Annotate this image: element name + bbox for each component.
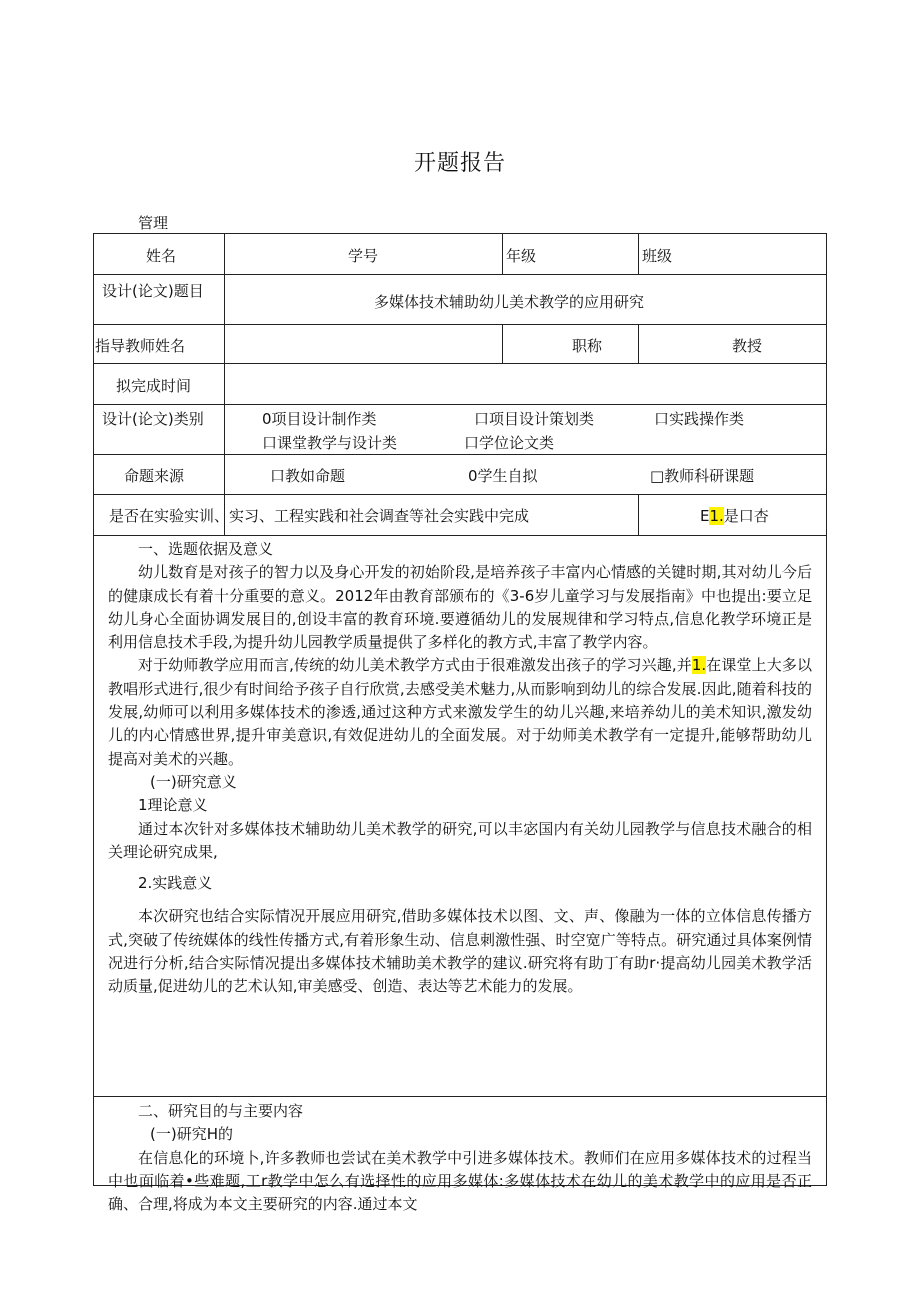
category-option[interactable]: 口项目设计策划类 [474, 410, 595, 428]
category-option[interactable]: 口学位论文类 [464, 434, 555, 452]
practice-answer[interactable] [700, 505, 769, 526]
source-option[interactable]: □教师科研课题 [650, 467, 755, 485]
subsection-heading: 2.实践意义 [138, 874, 213, 893]
highlight-mark: 1. [709, 507, 724, 525]
row-divider [94, 363, 826, 364]
practice-answer-prefix: E [700, 507, 710, 525]
advisor-label: 指导教师姓名 [95, 337, 186, 355]
category-option[interactable]: 0项目设计制作类 [262, 410, 377, 428]
category-label: 设计(论文)类别 [102, 410, 204, 428]
row-divider [94, 274, 826, 275]
body-paragraph [108, 654, 812, 770]
category-option[interactable]: 口课堂教学与设计类 [262, 434, 398, 452]
paragraph-text: 在课堂上大多以教唱形式进行,很少有时间给予孩子自行欣赏,去感受美术魅力,从而影响到幼儿的综合发展.因此,随着科技的发展,幼师可以利用多媒体技术的渗透,通过这种方式来激发学生的幼儿兴趣,来培养幼儿的美术知识,激发幼儿的内心情感世界,提升审美意识,有效促进幼儿的全面发展。对于幼师美术教学有一定提升,能够帮助幼儿提高对美术的兴趣。 [108, 656, 812, 768]
row-divider [94, 494, 826, 495]
proposal-form [93, 233, 827, 1214]
page-title: 开题报告 [413, 151, 506, 176]
row-divider [94, 324, 826, 325]
body-paragraph: 在信息化的环境卜,许多教师也尝试在美术教学中引进多媒体技术。教师们在应用多媒体技术的过程当中也面临着•些难题,工r教学中怎么有选择性的应用多媒体:多媒体技术在幼儿的美术教学中的应用是否正确、合理,将成为本文主要研究的内容.通过本文 [108, 1148, 812, 1214]
paragraph-text: 对于幼师教学应用而言,传统的幼儿美术教学方式由于很难激发出孩子的学习兴趣,并 [138, 656, 692, 675]
grade-label: 年级 [506, 247, 537, 265]
col-divider [638, 324, 639, 363]
body-paragraph: 通过本次针对多媒体技术辅助幼儿美术教学的研究,可以丰宓国内有关幼儿园教学与信息技术融合的相关理论研究成果, [108, 819, 812, 861]
col-divider [502, 324, 503, 363]
row-divider [94, 454, 826, 455]
student-no-label: 学号 [348, 247, 379, 265]
topic-value: 多媒体技术辅助幼儿美术教学的应用研究 [374, 293, 645, 311]
category-option[interactable]: 口实践操作类 [654, 410, 745, 428]
row-divider [94, 404, 826, 405]
section-1 [108, 538, 812, 999]
col-divider [224, 234, 225, 535]
section-heading: 一、选题依据及意义 [138, 540, 274, 558]
col-divider [502, 234, 503, 274]
source-option[interactable]: 0学生自拟 [468, 467, 538, 485]
job-title-label: 职称 [572, 337, 603, 355]
subsection-heading: (一)研究H的 [150, 1125, 233, 1144]
source-option[interactable]: 口教如命题 [270, 467, 346, 485]
body-paragraph: 幼儿数育是对孩子的智力以及身心开发的初始阶段,是培养孩子丰富内心情感的关键时期,其对幼儿今后的健康成长有着十分重要的意义。2012年由教育部颁布的《3-6岁儿童学习与发展指南》中也提出:要立足幼儿身心全面协调发展目的,创设丰富的教育环境.要遵循幼儿的发展规律和学习特点,信息化教学环境正是利用信息技术手段,为提升幼儿园教学质量提供了多样化的教方式,丰富了教学内容。 [108, 563, 812, 652]
class-label: 班级 [642, 247, 673, 265]
name-label: 姓名 [146, 247, 177, 265]
col-divider [638, 494, 639, 535]
body-paragraph: 本次研究也结合实际情况开展应用研究,借助多媒体技术以图、文、声、像融为一体的立体信息传播方式,突破了传统媒体的线性传播方式,有着形象生动、信息刺激性强、时空宽广等特点。研究通过具体案例情况进行分析,结合实际情况提出多媒体技术辅助美术教学的建议.研究将有助丁有助r·提高幼儿园美术教学活动质量,促进幼儿的艺术认知,审美感受、创造、表达等艺术能力的发展。 [108, 907, 812, 996]
practice-question: 是否在实验实训、实习、工程实践和社会调查等社会实践中完成 [109, 507, 530, 525]
finish-time-label: 拟完成时间 [116, 377, 192, 395]
practice-answer-choice: 是口杏 [723, 507, 769, 525]
col-divider [638, 234, 639, 274]
row-divider [94, 1096, 826, 1097]
subsection-heading: 1理论意义 [138, 796, 208, 815]
topic-label: 设计(论文)题目 [102, 282, 204, 300]
job-title-value: 教授 [732, 337, 763, 355]
subsection-heading: (一)研究意义 [150, 772, 237, 791]
row-divider [94, 535, 826, 536]
source-label: 命题来源 [124, 467, 185, 485]
highlight-mark: 1. [691, 656, 707, 675]
department-label: 管理 [138, 214, 169, 232]
section-2 [108, 1100, 812, 1216]
section-heading: 二、研究目的与主要内容 [138, 1102, 304, 1120]
